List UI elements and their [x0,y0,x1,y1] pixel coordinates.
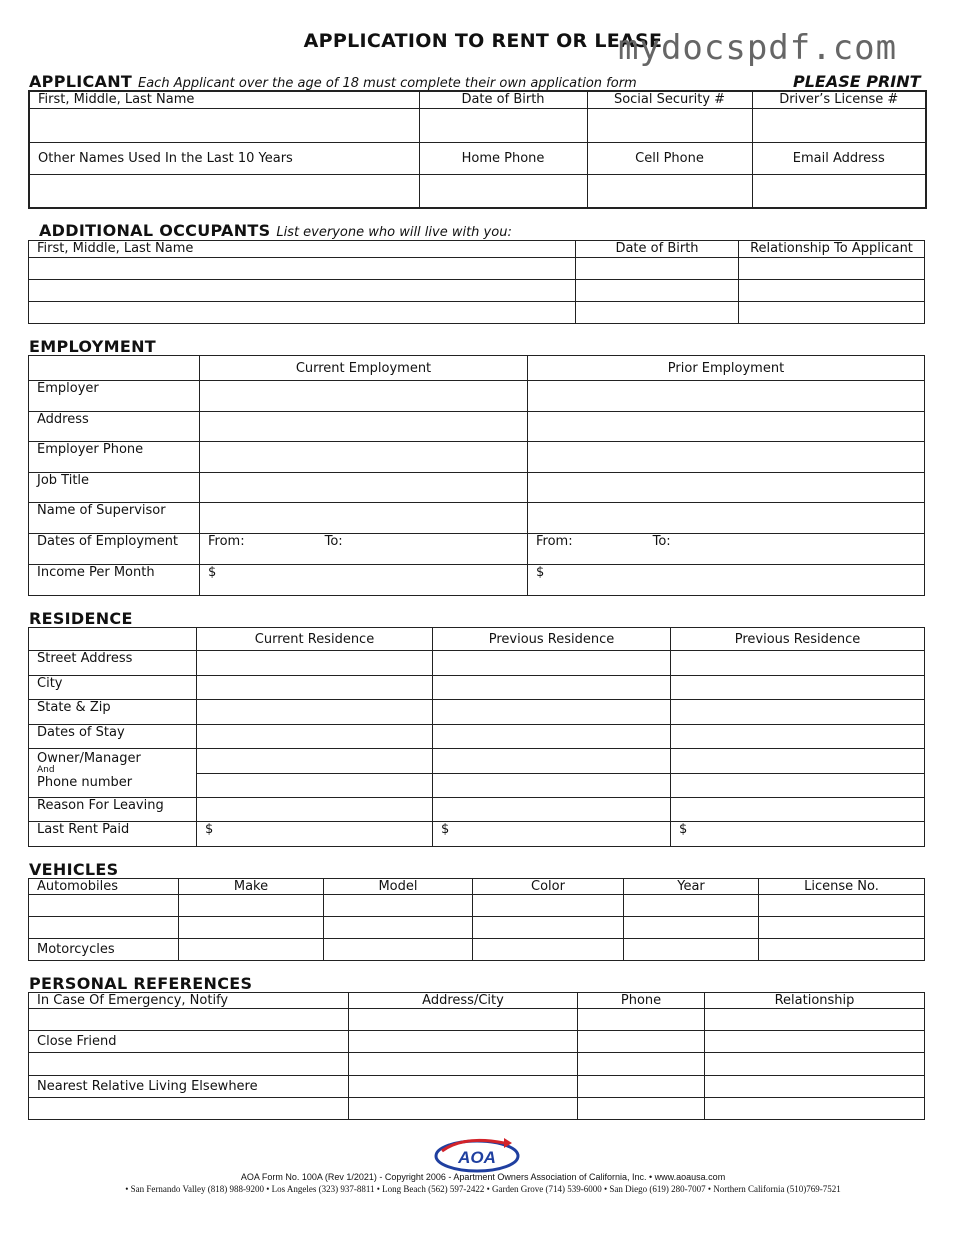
footer-copyright: AOA Form No. 100A (Rev 1/2021) - Copyright 2006 - Apartment Owners Association of California, Inc. • www.aoausa.com [240,1172,726,1182]
occupant-field[interactable] [739,302,925,324]
reason-leaving-label: Reason For Leaving [29,798,197,822]
reference-field[interactable] [29,1098,349,1120]
applicant-note: Each Applicant over the age of 18 must complete their own application form [138,76,637,91]
income-label: Income Per Month [29,565,200,596]
reference-field[interactable] [578,1009,705,1031]
occupant-field[interactable] [29,258,576,280]
last-rent-field[interactable] [197,822,433,847]
vehicle-field[interactable] [759,895,925,917]
residence-field[interactable] [433,700,671,725]
occupants-heading-label: ADDITIONAL OCCUPANTS [39,221,271,240]
employment-field[interactable] [200,412,528,442]
from-label: From: [208,534,245,549]
applicant-table [28,90,927,209]
year-label: Year [624,879,759,895]
reference-field[interactable] [705,1076,925,1098]
occupant-field[interactable] [576,302,739,324]
last-rent-field[interactable] [671,822,925,847]
residence-field[interactable] [197,725,433,749]
reference-field[interactable] [578,1053,705,1076]
occupants-heading [39,221,512,240]
residence-field[interactable] [197,700,433,725]
residence-field[interactable] [197,651,433,676]
relationship-label: Relationship [705,993,925,1009]
employment-corner [29,356,200,381]
vehicle-field[interactable] [29,917,179,939]
applicant-license-label: Driver’s License # [752,91,926,108]
emergency-label: In Case Of Emergency, Notify [29,993,349,1009]
previous-residence-header: Previous Residence [433,628,671,651]
state-zip-label: State & Zip [29,700,197,725]
residence-corner [29,628,197,651]
vehicles-table [28,878,925,961]
phone-number-text: Phone number [37,775,133,790]
applicant-name-field[interactable] [29,108,419,142]
vehicle-field[interactable] [324,939,473,961]
make-label: Make [179,879,324,895]
model-label: Model [324,879,473,895]
employer-label: Employer [29,381,200,412]
vehicle-field[interactable] [29,895,179,917]
residence-field[interactable] [433,651,671,676]
form-title: APPLICATION TO RENT OR LEASE [303,30,663,52]
footer-offices: • San Fernando Valley (818) 988-9200 • Los Angeles (323) 937-8811 • Long Beach (562) 597-2422 • Garden Grove (714) 539-6000 • San Diego (619) 280-7007 • Northern California (510)769-7521 [125,1184,841,1194]
reference-field[interactable] [578,1098,705,1120]
employment-field[interactable] [528,503,925,534]
vehicle-field[interactable] [324,895,473,917]
applicant-dob-field[interactable] [419,108,587,142]
email-field[interactable] [752,174,926,208]
employment-field[interactable] [200,473,528,503]
supervisor-label: Name of Supervisor [29,503,200,534]
license-no-label: License No. [759,879,925,895]
occupant-field[interactable] [576,280,739,302]
prior-employment-header: Prior Employment [528,356,925,381]
residence-field[interactable] [671,700,925,725]
to-label: To: [652,534,671,549]
reference-field[interactable] [349,1098,578,1120]
employer-address-label: Address [29,412,200,442]
vehicle-field[interactable] [624,939,759,961]
residence-field[interactable] [671,651,925,676]
aoa-logo-text: AOA [458,1148,496,1167]
residence-field[interactable] [433,725,671,749]
residence-field[interactable] [197,676,433,700]
dollar-sign: $ [441,822,450,837]
occupant-field[interactable] [739,258,925,280]
other-names-label: Other Names Used In the Last 10 Years [29,142,419,174]
reference-field[interactable] [349,1031,578,1053]
reference-field[interactable] [705,1031,925,1053]
from-label: From: [536,534,573,549]
and-text: And [37,765,55,775]
employment-field[interactable] [200,381,528,412]
occupant-field[interactable] [576,258,739,280]
residence-field[interactable] [671,798,925,822]
vehicle-field[interactable] [179,939,324,961]
dates-of-employment-label: Dates of Employment [29,534,200,565]
street-address-label: Street Address [29,651,197,676]
last-rent-label: Last Rent Paid [29,822,197,847]
applicant-heading [29,72,637,91]
current-income-field[interactable] [200,565,528,596]
other-names-field[interactable] [29,174,419,208]
automobiles-label: Automobiles [29,879,179,895]
current-residence-header: Current Residence [197,628,433,651]
motorcycles-label: Motorcycles [29,939,179,961]
dates-of-stay-label: Dates of Stay [29,725,197,749]
watermark: mydocspdf.com [618,28,898,68]
city-label: City [29,676,197,700]
residence-field[interactable] [433,774,671,798]
occupant-field[interactable] [29,302,576,324]
occupant-name-label: First, Middle, Last Name [29,241,576,258]
vehicle-field[interactable] [179,917,324,939]
employment-field[interactable] [528,381,925,412]
residence-field[interactable] [433,798,671,822]
employment-heading: EMPLOYMENT [29,337,156,356]
vehicle-field[interactable] [759,939,925,961]
vehicle-field[interactable] [624,917,759,939]
aoa-logo-icon [434,1137,520,1173]
nearest-relative-label: Nearest Relative Living Elsewhere [29,1076,349,1098]
applicant-ssn-field[interactable] [587,108,752,142]
residence-field[interactable] [671,676,925,700]
phone-label: Phone [578,993,705,1009]
vehicle-field[interactable] [473,939,624,961]
employment-field[interactable] [200,503,528,534]
reference-field[interactable] [578,1031,705,1053]
vehicle-field[interactable] [324,917,473,939]
employment-field[interactable] [528,442,925,473]
vehicle-field[interactable] [624,895,759,917]
references-table [28,992,925,1120]
reference-field[interactable] [29,1053,349,1076]
cell-phone-label: Cell Phone [587,142,752,174]
home-phone-field[interactable] [419,174,587,208]
owner-manager-label [29,749,197,798]
applicant-dob-label: Date of Birth [419,91,587,108]
to-label: To: [324,534,343,549]
applicant-license-field[interactable] [752,108,926,142]
residence-field[interactable] [433,676,671,700]
reference-field[interactable] [705,1009,925,1031]
employment-field[interactable] [528,412,925,442]
residence-field[interactable] [197,749,433,774]
dollar-sign: $ [208,565,217,580]
employment-field[interactable] [200,442,528,473]
email-label: Email Address [752,142,926,174]
vehicle-field[interactable] [759,917,925,939]
last-rent-field[interactable] [433,822,671,847]
reference-field[interactable] [705,1098,925,1120]
close-friend-label: Close Friend [29,1031,349,1053]
home-phone-label: Home Phone [419,142,587,174]
applicant-ssn-label: Social Security # [587,91,752,108]
residence-table [28,627,925,847]
occupant-relationship-label: Relationship To Applicant [739,241,925,258]
employer-phone-label: Employer Phone [29,442,200,473]
address-city-label: Address/City [349,993,578,1009]
dollar-sign: $ [536,565,545,580]
reference-field[interactable] [349,1076,578,1098]
vehicles-heading: VEHICLES [29,860,119,879]
reference-field[interactable] [578,1076,705,1098]
occupant-field[interactable] [29,280,576,302]
reference-field[interactable] [349,1009,578,1031]
prior-dates-field[interactable] [528,534,925,565]
please-print: PLEASE PRINT [793,72,921,91]
prior-income-field[interactable] [528,565,925,596]
occupants-table [28,240,925,324]
reference-field[interactable] [29,1009,349,1031]
residence-field[interactable] [671,725,925,749]
current-employment-header: Current Employment [200,356,528,381]
applicant-heading-label: APPLICANT [29,72,133,91]
residence-field[interactable] [671,774,925,798]
vehicle-field[interactable] [473,895,624,917]
current-dates-field[interactable] [200,534,528,565]
previous-residence-header-2: Previous Residence [671,628,925,651]
references-heading: PERSONAL REFERENCES [29,974,253,993]
residence-field[interactable] [671,749,925,774]
occupant-field[interactable] [739,280,925,302]
reference-field[interactable] [349,1053,578,1076]
residence-field[interactable] [433,749,671,774]
job-title-label: Job Title [29,473,200,503]
color-label: Color [473,879,624,895]
applicant-name-label: First, Middle, Last Name [29,91,419,108]
cell-phone-field[interactable] [587,174,752,208]
dollar-sign: $ [205,822,214,837]
residence-heading: RESIDENCE [29,609,133,628]
employment-field[interactable] [528,473,925,503]
occupant-dob-label: Date of Birth [576,241,739,258]
vehicle-field[interactable] [179,895,324,917]
occupants-note: List everyone who will live with you: [276,225,512,240]
owner-manager-text: Owner/Manager [37,751,141,766]
dollar-sign: $ [679,822,688,837]
reference-field[interactable] [705,1053,925,1076]
vehicle-field[interactable] [473,917,624,939]
aoa-logo [434,1137,520,1173]
employment-table [28,355,925,596]
residence-field[interactable] [197,798,433,822]
residence-field[interactable] [197,774,433,798]
